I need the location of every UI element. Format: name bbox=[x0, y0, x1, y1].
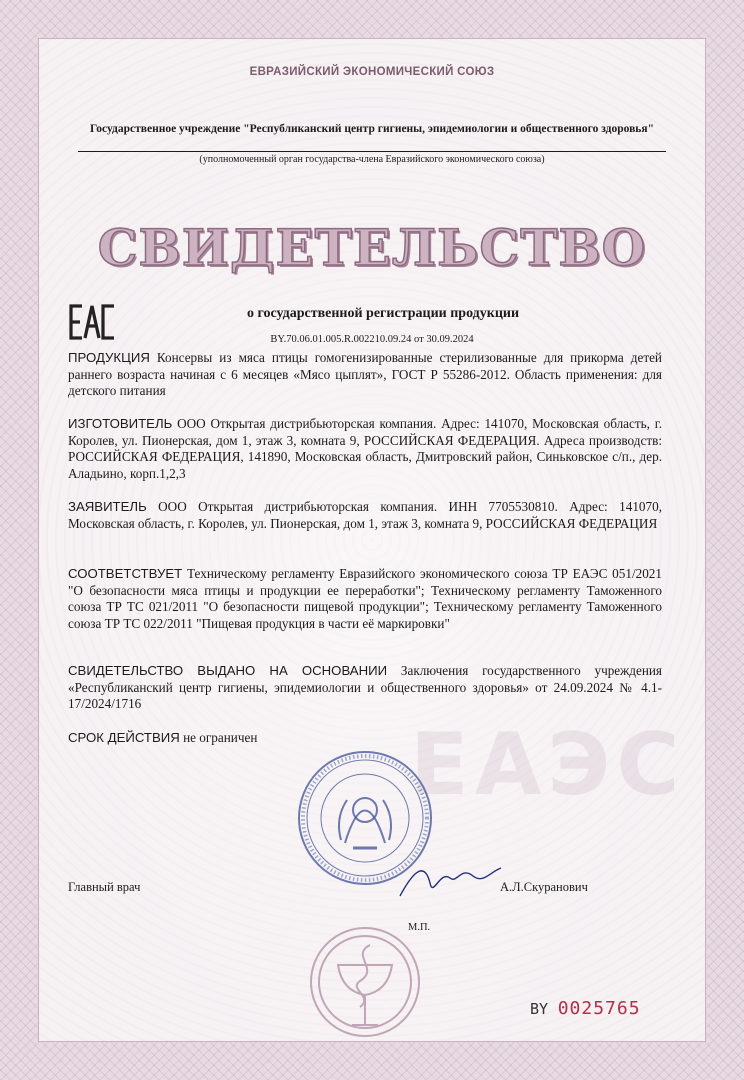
compliance-text: Техническому регламенту Евразийского экономического союза ТР ЕАЭС 051/2021 "О безопасности мяса птицы и продукции ее переработки"; Техническому регламенту Таможенного союза ТР ТС 021/2011 "О безопасности пищевой продукции"; Техническому регламенту Таможенного союза ТР ТС 022/2011 "Пищевая продукция в части её маркировки" bbox=[68, 566, 662, 631]
product-section bbox=[68, 350, 662, 400]
registration-number: BY.70.06.01.005.R.002210.09.24 от 30.09.2024 bbox=[270, 334, 474, 345]
authorized-body-note: (уполномоченный орган государства-члена Евразийского экономического союза) bbox=[199, 154, 545, 165]
serial-prefix: BY bbox=[530, 1000, 549, 1018]
serial-digits: 0025765 bbox=[557, 998, 641, 1019]
signatory-name: А.Л.Скуранович bbox=[500, 880, 588, 894]
bowl-of-hygieia-icon bbox=[308, 925, 423, 1040]
manufacturer-section bbox=[68, 416, 662, 482]
serial-number bbox=[530, 998, 641, 1019]
applicant-label: ЗАЯВИТЕЛЬ bbox=[68, 499, 147, 514]
document-subtitle: о государственной регистрации продукции bbox=[246, 306, 520, 321]
validity-text: не ограничен bbox=[179, 730, 258, 745]
validity-label: СРОК ДЕЙСТВИЯ bbox=[68, 730, 180, 745]
compliance-section bbox=[68, 566, 662, 632]
signatory-position: Главный врач bbox=[68, 880, 141, 894]
organization-underline bbox=[78, 151, 666, 152]
handwritten-signature bbox=[395, 858, 505, 903]
eaes-watermark: ЕАЭС bbox=[410, 715, 686, 815]
manufacturer-text: ООО Открытая дистрибьюторская компания. Адрес: 141070, Московская область, г. Королев, ул. Пионерская, дом 1, этаж 3, комната 9, РОССИЙСКАЯ ФЕДЕРАЦИЯ. Адреса производств: РОССИЙСКАЯ ФЕДЕРАЦИЯ, 141890, Московская область, Дмитровский район, Синьковское с/п., дер. Аладьино, корп.1,2,3 bbox=[68, 416, 662, 481]
basis-label: СВИДЕТЕЛЬСТВО ВЫДАНО НА ОСНОВАНИИ bbox=[68, 663, 388, 678]
issuing-organization: Государственное учреждение "Республиканский центр гигиены, эпидемиологии и общественного здоровья" bbox=[90, 123, 654, 135]
basis-text: Заключения государственного учреждения «Республиканский центр гигиены, эпидемиологии и общественного здоровья» от 24.09.2024 № 4.1-17/2024/1716 bbox=[68, 663, 662, 711]
compliance-label: СООТВЕТСТВУЕТ bbox=[68, 566, 183, 581]
union-name: ЕВРАЗИЙСКИЙ ЭКОНОМИЧЕСКИЙ СОЮЗ bbox=[249, 66, 495, 78]
applicant-text: ООО Открытая дистрибьюторская компания. ИНН 7705530810. Адрес: 141070, Московская область, г. Королев, ул. Пионерская, дом 1, этаж 3, комната 9, РОССИЙСКАЯ ФЕДЕРАЦИЯ bbox=[68, 499, 662, 531]
manufacturer-label: ИЗГОТОВИТЕЛЬ bbox=[68, 416, 173, 431]
product-label: ПРОДУКЦИЯ bbox=[68, 350, 150, 365]
applicant-section bbox=[68, 499, 662, 532]
stamp-place-label: М.П. bbox=[408, 922, 431, 933]
product-text: Консервы из мяса птицы гомогенизированные стерилизованные для прикорма детей раннего возраста начиная с 6 месяцев «Мясо цыплят», ГОСТ Р 55286-2012. Область применения: для детского питания bbox=[68, 350, 662, 398]
basis-section bbox=[68, 663, 662, 713]
document-title: СВИДЕТЕЛЬСТВО bbox=[97, 218, 647, 277]
